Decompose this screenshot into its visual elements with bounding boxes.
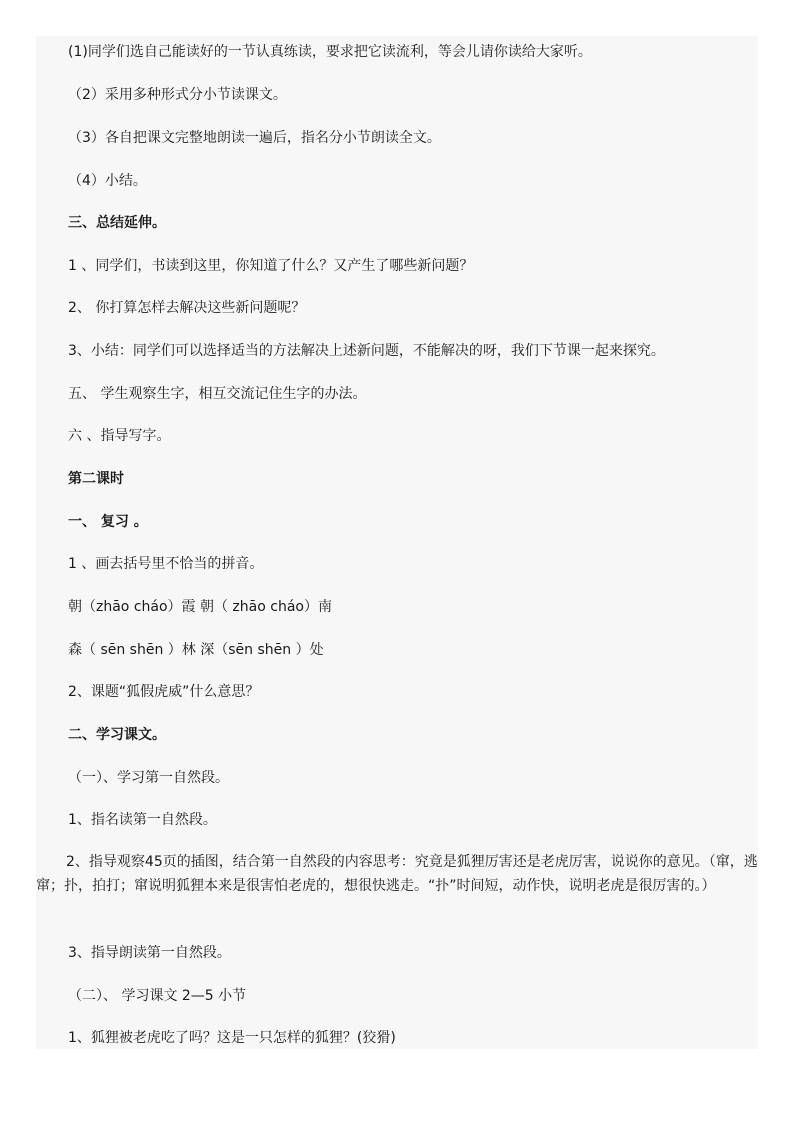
step-2-read-methods: （2）采用多种形式分小节读课文。: [68, 87, 287, 103]
heading-summary-extension: 三、总结延伸。: [68, 215, 166, 231]
subheading-paragraph-1: （一）、学习第一自然段。: [68, 770, 229, 786]
pinyin-row-2: 森（ sēn shēn ）林 深（sēn shēn ）处: [68, 642, 324, 658]
item-summary-3: 3、小结：同学们可以选择适当的方法解决上述新问题，不能解决的呀，我们下节课一起来探究。: [68, 343, 665, 359]
study-item-2-paragraph: 2、指导观察45页的插图，结合第一自然段的内容思考：究竟是狐狸厉害还是老虎厉害，说说你的意见。（窜，逃窜；扑，拍打；窜说明狐狸本来是很害怕老虎的，想很快逃走。“扑”时间短，动作快，说明老虎是很厉害的。）: [36, 854, 758, 894]
review-item-1: 1 、画去括号里不恰当的拼音。: [68, 556, 264, 572]
heading-observe-characters: 五、 学生观察生字，相互交流记住生字的办法。: [68, 386, 367, 402]
heading-guide-writing: 六 、指导写字。: [68, 428, 171, 444]
item-question-1: 1 、同学们，书读到这里，你知道了什么？又产生了哪些新问题？: [68, 258, 474, 274]
step-1-read-section: (1)同学们选自己能读好的一节认真练读，要求把它读流利，等会儿请你读给大家听。: [68, 44, 592, 60]
heading-study-text: 二、学习课文。: [68, 727, 166, 743]
study-item-1: 1、指名读第一自然段。: [68, 812, 217, 828]
subheading-paragraphs-2-5: （二）、 学习课文 2—5 小节: [68, 988, 247, 1004]
step-4-summary: （4）小结。: [68, 173, 147, 189]
study-item-3: 3、指导朗读第一自然段。: [68, 945, 231, 961]
review-item-2: 2、课题“狐假虎威”什么意思？: [68, 684, 260, 700]
item-question-2: 2、 你打算怎样去解决这些新问题呢？: [68, 300, 306, 316]
heading-second-lesson: 第二课时: [68, 471, 124, 487]
pinyin-row-1: 朝（zhāo cháo）霞 朝（ zhāo cháo）南: [68, 599, 332, 615]
heading-review: 一、 复习 。: [68, 514, 148, 530]
step-3-read-full: （3）各自把课文完整地朗读一遍后，指名分小节朗读全文。: [68, 130, 441, 146]
study-question-1: 1、狐狸被老虎吃了吗？这是一只怎样的狐狸？(狡猾): [68, 1030, 396, 1046]
